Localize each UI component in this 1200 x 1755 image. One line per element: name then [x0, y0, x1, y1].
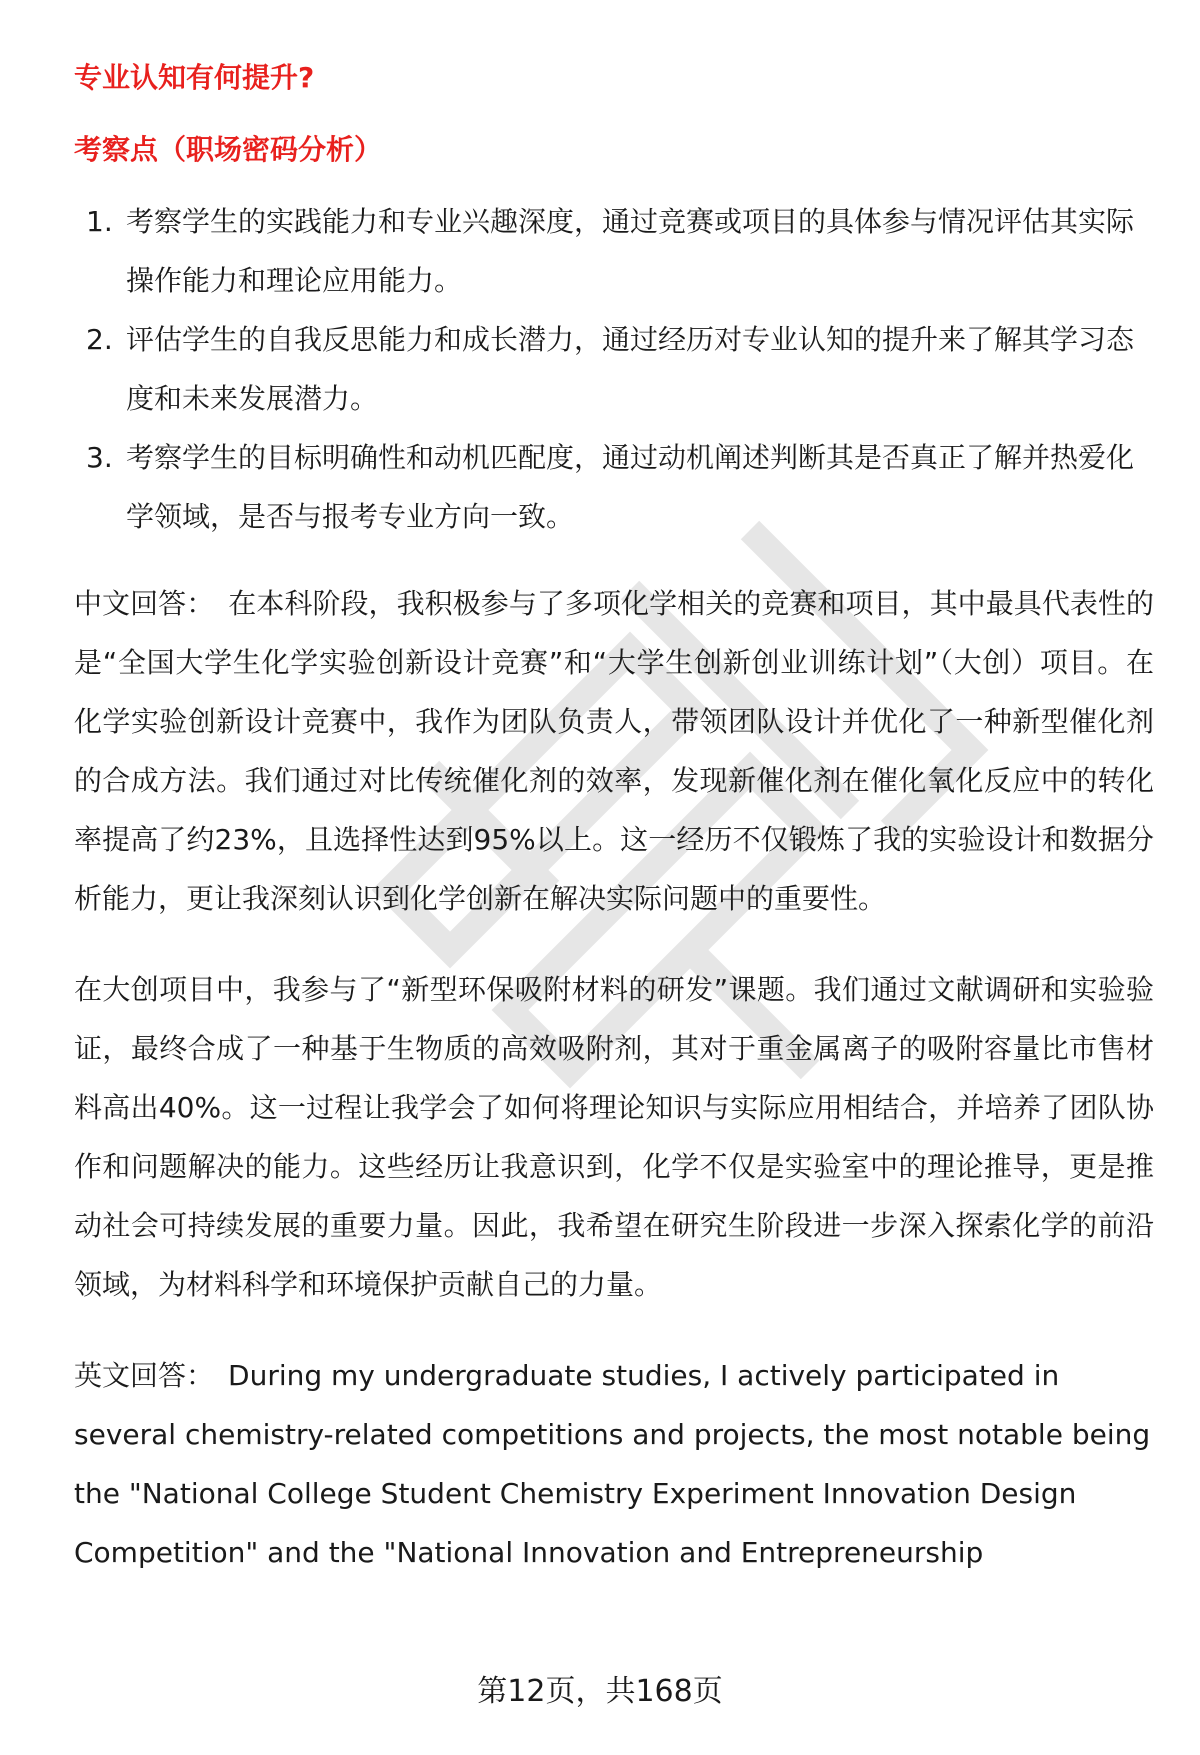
list-text: 考察学生的实践能力和专业兴趣深度，通过竞赛或项目的具体参与情况评估其实际操作能力和理论应用能力。 [126, 205, 1135, 297]
points-list [74, 192, 1154, 546]
list-item [74, 428, 1154, 546]
page-number-footer: 第12页，共168页 [477, 1674, 723, 1709]
list-number: 2. [86, 323, 113, 356]
list-item [74, 310, 1154, 428]
list-number: 1. [86, 205, 113, 238]
list-item [74, 192, 1154, 310]
chinese-answer-paragraph [74, 574, 1154, 928]
list-text: 评估学生的自我反思能力和成长潜力，通过经历对专业认知的提升来了解其学习态度和未来发展潜力。 [126, 323, 1135, 415]
list-text: 考察学生的目标明确性和动机匹配度，通过动机阐述判断其是否真正了解并热爱化学领域，是否与报考专业方向一致。 [126, 441, 1135, 533]
points-heading: 考察点（职场密码分析） [74, 133, 383, 166]
english-answer-text: During my undergraduate studies, I actively participated in several chemistry-related competitions and projects, the most notable being the "National College Student Chemistry Experiment Innovation Design Competition" and the "National Innovation and Entrepreneurship [74, 1359, 1151, 1569]
chinese-answer-paragraph-2: 在大创项目中，我参与了“新型环保吸附材料的研发”课题。我们通过文献调研和实验验证，最终合成了一种基于生物质的高效吸附剂，其对于重金属离子的吸附容量比市售材料高出40%。这一过程让我学会了如何将理论知识与实际应用相结合，并培养了团队协作和问题解决的能力。这些经历让我意识到，化学不仅是实验室中的理论推导，更是推动社会可持续发展的重要力量。因此，我希望在研究生阶段进一步深入探索化学的前沿领域，为材料科学和环境保护贡献自己的力量。 [74, 973, 1154, 1301]
question-heading: 专业认知有何提升? [74, 61, 315, 94]
english-answer-paragraph [74, 1346, 1154, 1582]
list-number: 3. [86, 441, 113, 474]
chinese-answer-label: 中文回答： [74, 587, 215, 620]
main-content [74, 58, 1154, 1582]
english-answer-label: 英文回答： [74, 1359, 215, 1392]
chinese-answer-text: 在本科阶段，我积极参与了多项化学相关的竞赛和项目，其中最具代表性的是“全国大学生化学实验创新设计竞赛”和“大学生创新创业训练计划”（大创）项目。在化学实验创新设计竞赛中，我作为团队负责人，带领团队设计并优化了一种新型催化剂的合成方法。我们通过对比传统催化剂的效率，发现新催化剂在催化氧化反应中的转化率提高了约23%，且选择性达到95%以上。这一经历不仅锻炼了我的实验设计和数据分析能力，更让我深刻认识到化学创新在解决实际问题中的重要性。 [74, 587, 1154, 915]
